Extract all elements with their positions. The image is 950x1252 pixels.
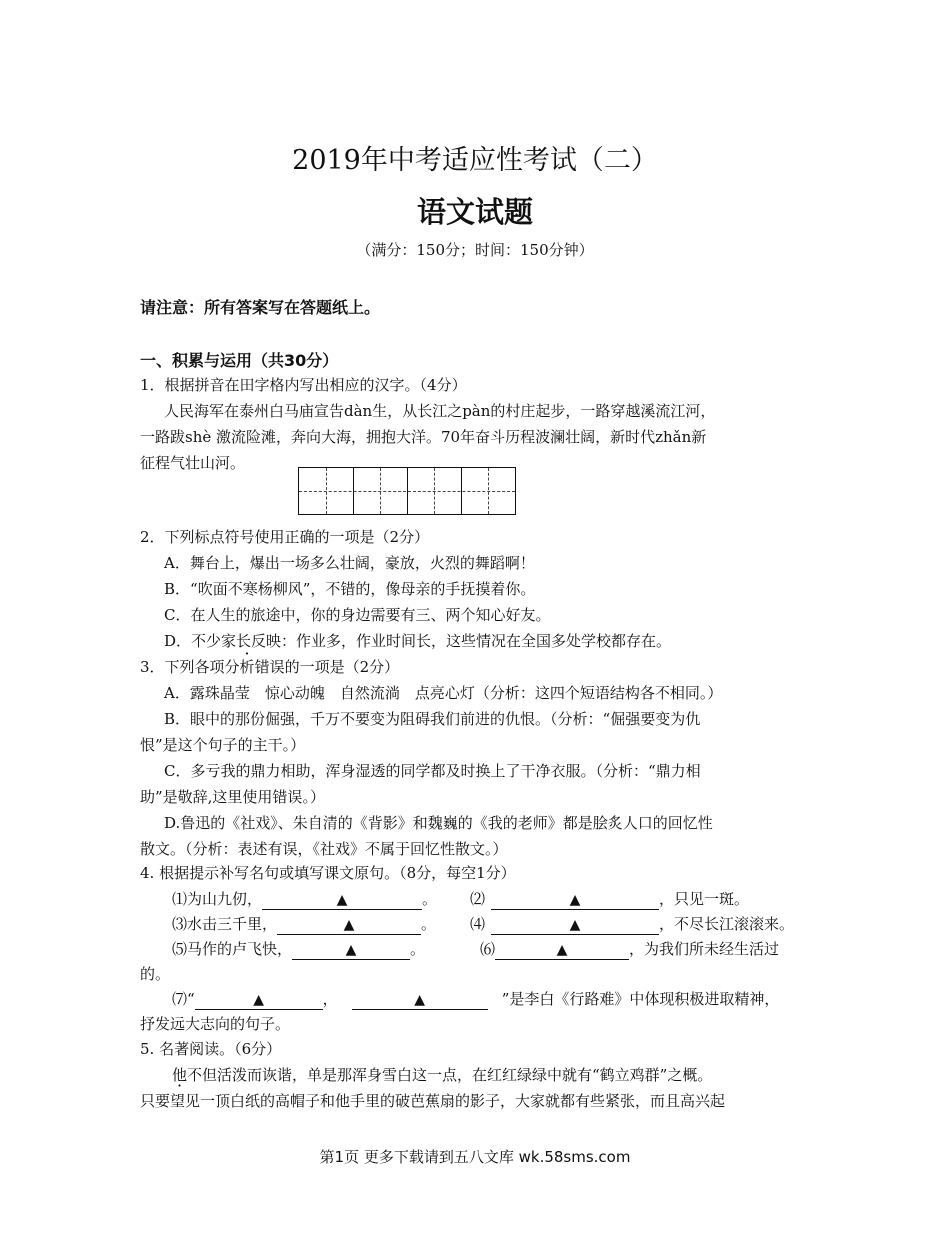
q4-item-1 xyxy=(172,888,437,910)
notice: 请注意：所有答案写在答题纸上。 xyxy=(140,298,381,317)
page-footer: 第1页 更多下载请到五八文库 wk.58sms.com xyxy=(319,1148,631,1166)
q5-passage-text: 不但活泼而诙谐，单是那浑身雪白这一点，在红红绿绿中就有“鹤立鸡群”之概。 xyxy=(187,1066,713,1084)
q4-item-text: 。 xyxy=(421,915,437,933)
q3-option-c-cont: 助”是敬辞,这里使用错误。） xyxy=(140,788,325,806)
q1-line: 人民海军在泰州白马庙宣告dàn生，从长江之pàn的村庄起步，一路穿越溪流江河， xyxy=(164,402,716,420)
answer-blank: ▲ xyxy=(262,892,422,910)
q4-item-text: ⑺“ xyxy=(172,990,195,1008)
q4-item-text: ⑸马作的卢飞快， xyxy=(172,940,293,958)
q4-item-text: 。 xyxy=(410,940,426,958)
emphasis-dot-char: 他 xyxy=(172,1066,188,1084)
q2-option-b: B．“吹面不寒杨柳风”，不错的，像母亲的手抚摸着你。 xyxy=(164,580,536,598)
q4-item-6 xyxy=(480,938,779,960)
q4-item-text: ，只见一斑。 xyxy=(659,890,750,908)
q4-item-7-cont: 抒发远大志向的句子。 xyxy=(140,1015,291,1033)
q4-item-3 xyxy=(172,913,436,935)
q3-option-b: B．眼中的那份倔强，千万不要变为阻碍我们前进的仇恨。（分析：“倔强要变为仇 xyxy=(164,710,701,728)
answer-blank: ▲ xyxy=(292,942,410,960)
q2-option-d: D．不少家长反映：作业多，作业时间长，这些情况在全国多处学校都存在。 xyxy=(164,632,672,650)
q4-item-text: ， xyxy=(322,990,338,1008)
q2-stem: 2．下列标点符号使用正确的一项是（2分） xyxy=(140,528,430,546)
q4-item-text: ”是李白《行路难》中体现积极进取精神， xyxy=(501,990,780,1008)
exam-subtitle: 语文试题 xyxy=(416,195,533,229)
q5-passage-line: 只要望见一顶白纸的高帽子和他手里的破芭蕉扇的影子，大家就都有些紧张，而且高兴起 xyxy=(140,1092,726,1110)
q3-option-d-cont: 散文。（分析：表述有误，《社戏》不属于回忆性散文。） xyxy=(140,840,508,858)
grid-dashed-line xyxy=(299,491,515,492)
section-heading: 一、积累与运用（共30分） xyxy=(140,351,339,370)
q4-item-5 xyxy=(172,938,425,960)
score-time-info: （满分：150分；时间：150分钟） xyxy=(356,241,594,259)
q4-item-6-cont: 的。 xyxy=(140,965,171,983)
answer-blank: ▲ xyxy=(491,917,659,935)
q2-option-a: A．舞台上，爆出一场多么壮阔，豪放，火烈的舞蹈啊！ xyxy=(164,554,535,572)
q4-item-text: ⑴为山九仞， xyxy=(172,890,263,908)
q3-option-c: C．多亏我的鼎力相助，浑身湿透的同学都及时换上了干净衣服。（分析：“鼎力相 xyxy=(164,762,701,780)
emphasis-dot-char: 析 xyxy=(239,658,255,676)
answer-blank: ▲ xyxy=(491,892,659,910)
q4-item-text: ⑹ xyxy=(480,940,496,958)
q3-stem-part: 3．下列各项分 xyxy=(140,658,240,676)
q4-item-text: ⑶水击三千里， xyxy=(172,915,278,933)
q1-line: 征程气壮山河。 xyxy=(140,454,246,472)
tianzige-grid xyxy=(298,467,516,515)
q4-item-7 xyxy=(172,988,779,1010)
answer-blank: ▲ xyxy=(195,992,323,1010)
q1-stem: 1．根据拼音在田字格内写出相应的汉字。（4分） xyxy=(140,376,467,394)
q3-option-a: A．露珠晶莹 惊心动魄 自然流淌 点亮心灯（分析：这四个短语结构各不相同。） xyxy=(164,684,723,702)
q1-line: 一路跋shè 激流险滩，奔向大海，拥抱大洋。70年奋斗历程波澜壮阔，新时代zhǎn新 xyxy=(140,428,707,446)
q5-stem: 5. 名著阅读。（6分） xyxy=(140,1040,282,1058)
q3-option-d: D.鲁迅的《社戏》、朱自清的《背影》和魏巍的《我的老师》都是脍炙人口的回忆性 xyxy=(164,814,713,832)
q3-stem xyxy=(140,656,399,677)
q4-item-2 xyxy=(470,888,749,910)
q2-option-c: C．在人生的旅途中，你的身边需要有三、两个知心好友。 xyxy=(164,606,551,624)
q3-option-b-cont: 恨”是这个句子的主干。） xyxy=(140,736,306,754)
q4-item-text: ⑷ xyxy=(470,915,486,933)
q4-item-text: 。 xyxy=(422,890,438,908)
answer-blank: ▲ xyxy=(352,992,488,1010)
q4-stem: 4. 根据提示补写名句或填写课文原句。（8分，每空1分） xyxy=(140,864,516,882)
q4-item-text: ，不尽长江滚滚来。 xyxy=(659,915,795,933)
answer-blank: ▲ xyxy=(495,942,629,960)
q5-passage-line xyxy=(172,1064,712,1085)
q4-item-text: ⑵ xyxy=(470,890,486,908)
q4-item-text: ，为我们所未经生活过 xyxy=(629,940,780,958)
q4-item-4 xyxy=(470,913,794,935)
q3-stem-part: 错误的一项是（2分） xyxy=(254,658,400,676)
answer-blank: ▲ xyxy=(277,917,421,935)
exam-title: 2019年中考适应性考试（二） xyxy=(292,145,658,176)
